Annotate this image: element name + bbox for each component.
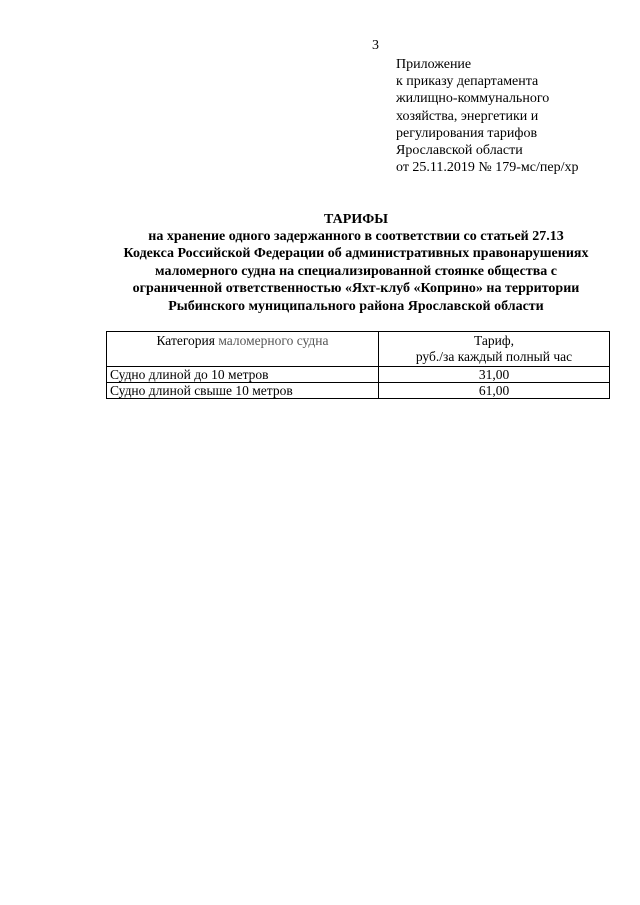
appendix-line: Ярославской области (396, 143, 523, 159)
subtitle-line: маломерного судна на специализированной стоянке общества с (155, 263, 557, 279)
document-title: ТАРИФЫ (324, 212, 388, 227)
appendix-line: регулирования тарифов (396, 125, 538, 141)
header-tariff (379, 332, 610, 367)
table-row (107, 383, 610, 399)
header-tariff-line2: руб./за каждый полный час (415, 349, 573, 364)
document-subtitle (100, 228, 612, 315)
subtitle-line: Кодекса Российской Федерации об административных правонарушениях (123, 246, 589, 262)
appendix-line: к приказу департамента (396, 74, 539, 90)
tariff-table (106, 331, 610, 399)
header-tariff-line1: Тариф, (474, 333, 514, 348)
appendix-line: от 25.11.2019 № 179-мс/пер/хр (396, 160, 579, 176)
row-category: Судно длиной свыше 10 метров (107, 383, 379, 399)
header-category-rest: маломерного судна (214, 333, 329, 348)
appendix-line: Приложение (396, 57, 472, 72)
table-header-row (107, 332, 610, 367)
appendix-line: хозяйства, энергетики и (396, 108, 539, 124)
subtitle-line: ограниченной ответственностью «Яхт-клуб «Коприно» на территории (132, 281, 580, 297)
header-category-word: Категория (156, 333, 215, 348)
page-number: 3 (372, 38, 379, 53)
table-row (107, 367, 610, 383)
row-tariff: 31,00 (379, 367, 610, 383)
row-category: Судно длиной до 10 метров (107, 367, 379, 383)
row-tariff: 61,00 (379, 383, 610, 399)
appendix-block (396, 56, 626, 176)
subtitle-line: Рыбинского муниципального района Ярославской области (168, 298, 544, 314)
header-category (107, 332, 379, 367)
appendix-line: жилищно-коммунального (396, 91, 550, 107)
subtitle-line: на хранение одного задержанного в соответствии со статьей 27.13 (148, 229, 564, 244)
